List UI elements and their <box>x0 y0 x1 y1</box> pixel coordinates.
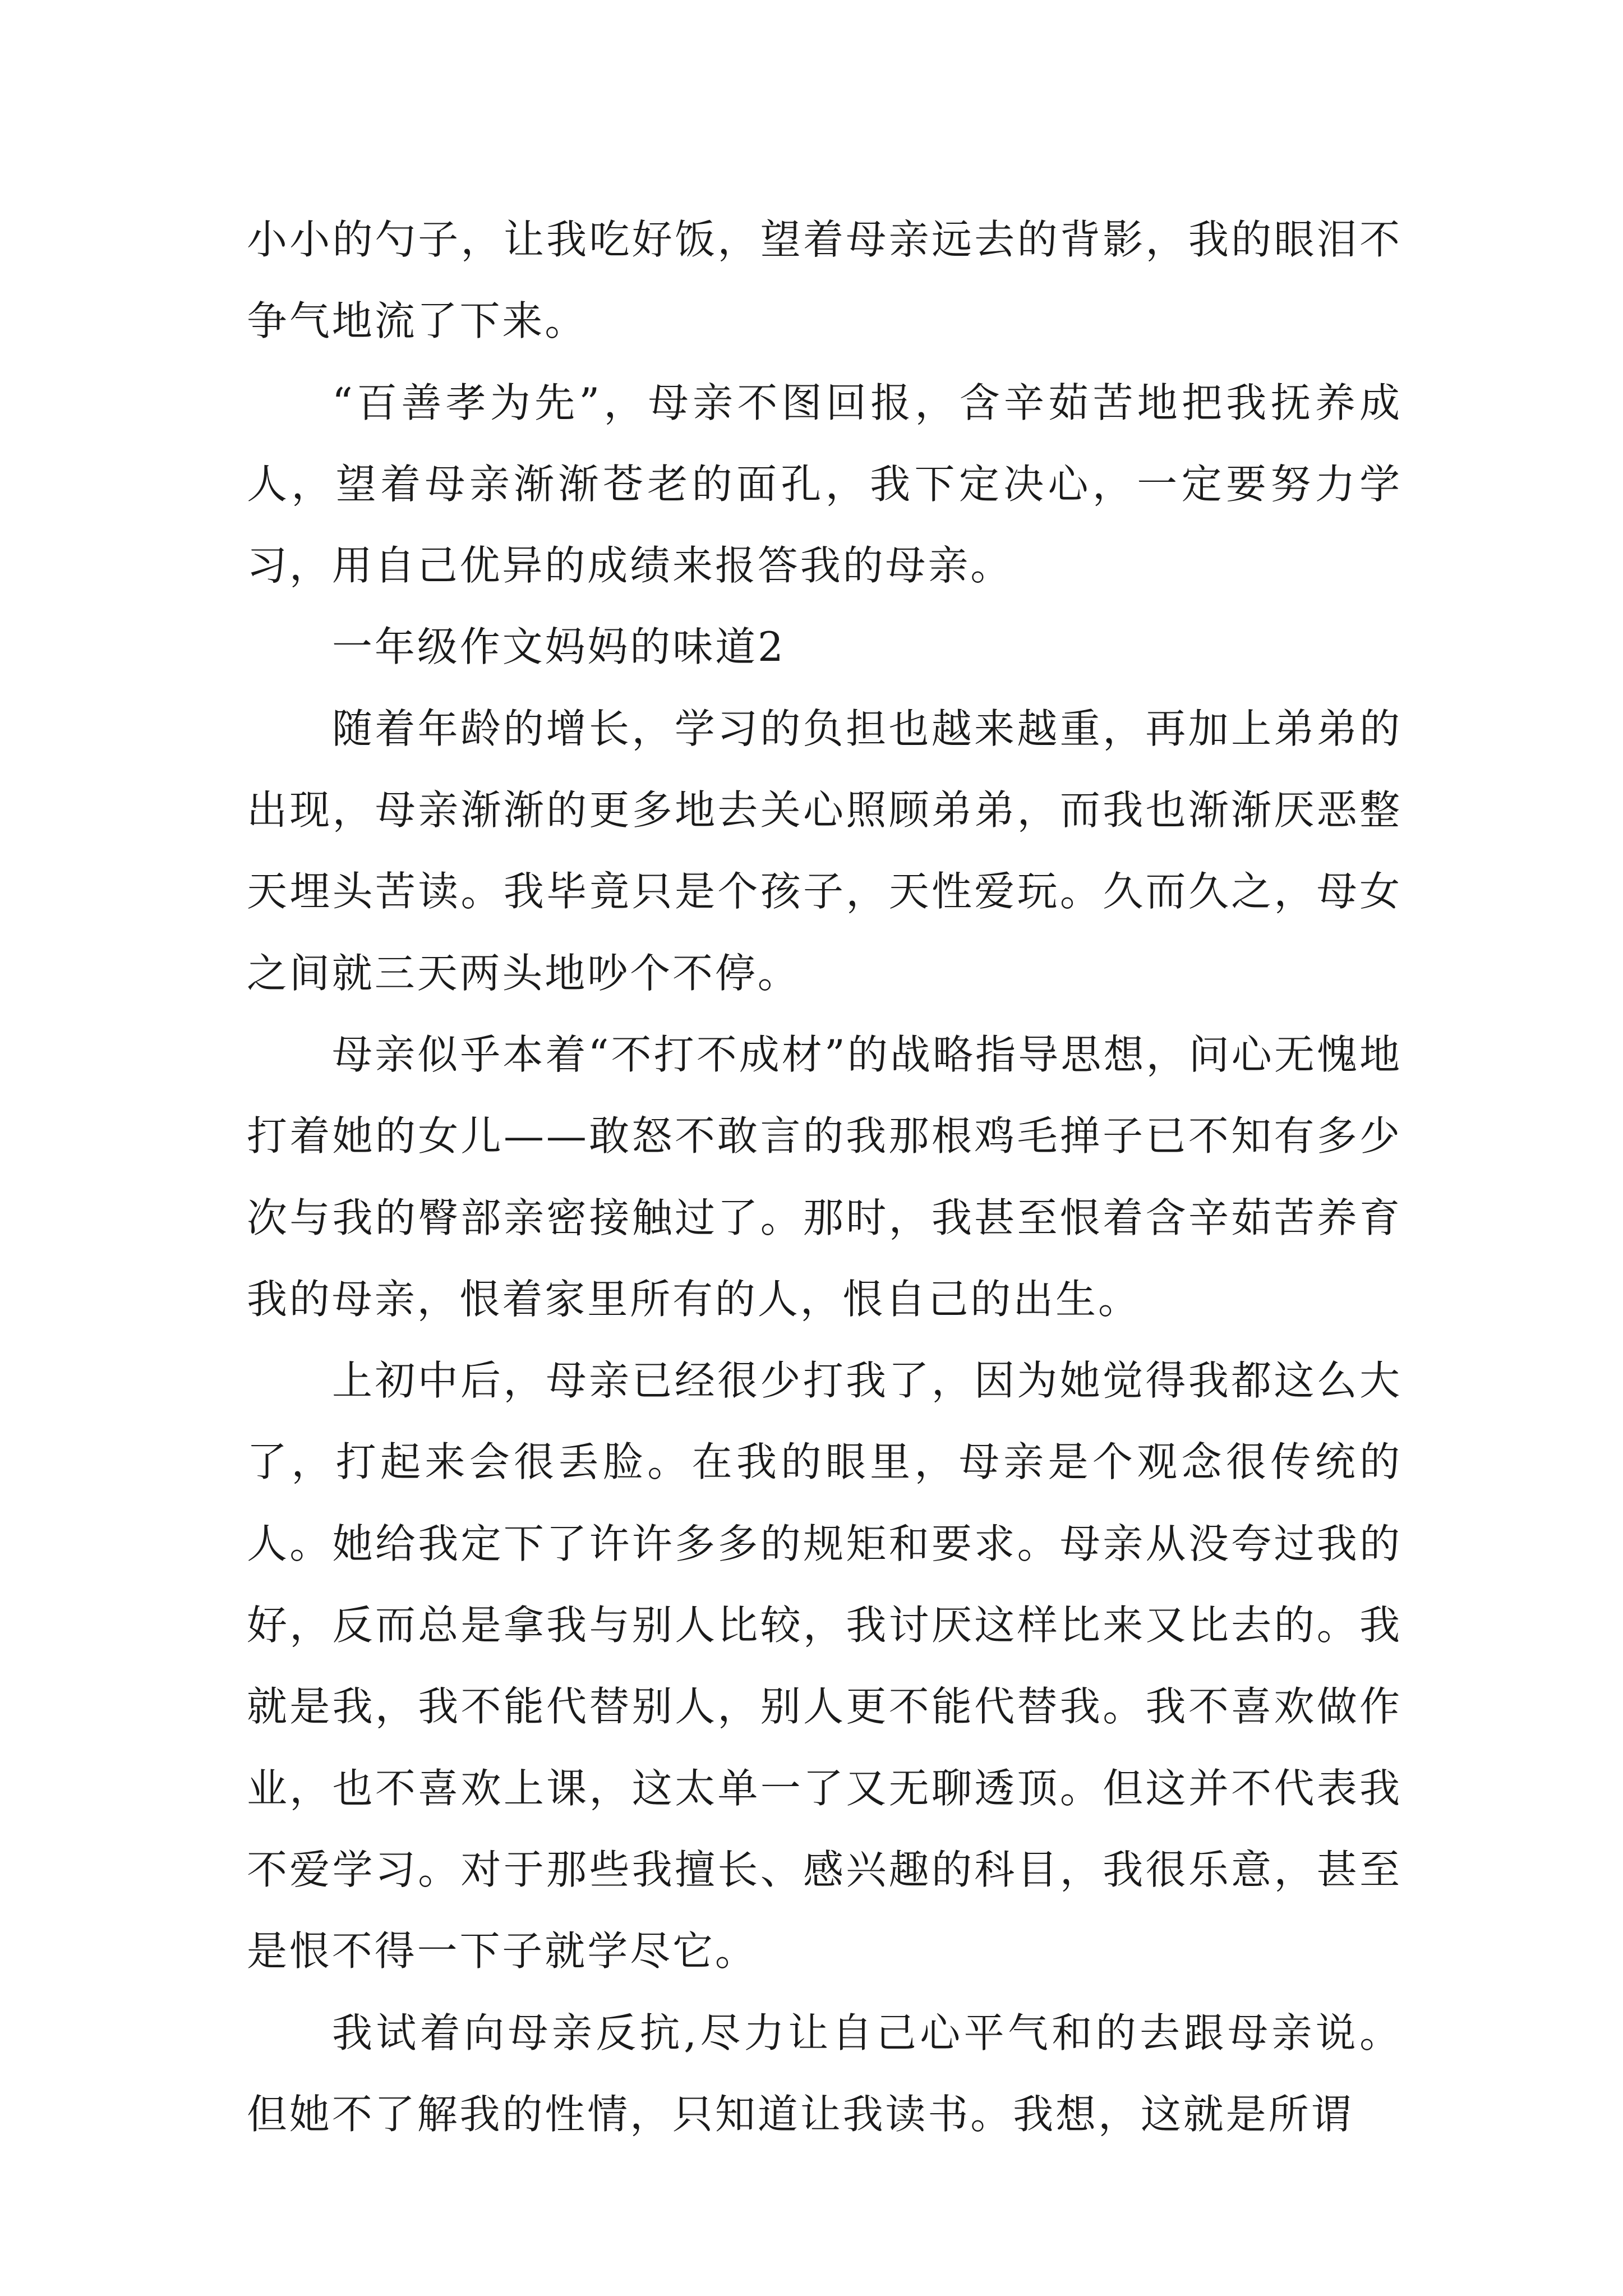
paragraph-2: “百善孝为先”，母亲不图回报，含辛茹苦地把我抚养成人，望着母亲渐渐苍老的面孔，我下定决心，一定要努力学习，用自己优异的成绩来报答我的母亲。 <box>247 379 1402 590</box>
paragraph-6: 我试着向母亲反抗,尽力让自己心平气和的去跟母亲说。但她不了解我的性情，只知道让我读书。我想，这就是所谓 <box>247 2009 1402 2138</box>
paragraph-5: 上初中后，母亲已经很少打我了，因为她觉得我都这么大了，打起来会很丢脸。在我的眼里，母亲是个观念很传统的人。她给我定下了许许多多的规矩和要求。母亲从没夸过我的好，反而总是拿我与别人比较，我讨厌这样比来又比去的。我就是我，我不能代替别人，别人更不能代替我。我不喜欢做作业，也不喜欢上课，这太单一了又无聊透顶。但这并不代表我不爱学习。对于那些我擅长、感兴趣的科目，我很乐意，甚至是恨不得一下子就学尽它。 <box>247 1357 1402 1975</box>
body-text <box>247 199 1402 2155</box>
paragraph-4: 母亲似乎本着“不打不成材”的战略指导思想，问心无愧地打着她的女儿——敢怒不敢言的我那根鸡毛掸子已不知有多少次与我的臀部亲密接触过了。那时，我甚至恨着含辛茹苦养育我的母亲，恨着家里所有的人，恨自己的出生。 <box>247 1030 1402 1323</box>
section-heading: 一年级作文妈妈的味道2 <box>332 623 786 671</box>
paragraph-3: 随着年龄的增长，学习的负担也越来越重，再加上弟弟的出现，母亲渐渐的更多地去关心照顾弟弟，而我也渐渐厌恶整天埋头苦读。我毕竟只是个孩子，天性爱玩。久而久之，母女之间就三天两头地吵个不停。 <box>247 705 1402 997</box>
paragraph-1: 小小的勺子，让我吃好饭，望着母亲远去的背影，我的眼泪不争气地流了下来。 <box>247 216 1402 345</box>
